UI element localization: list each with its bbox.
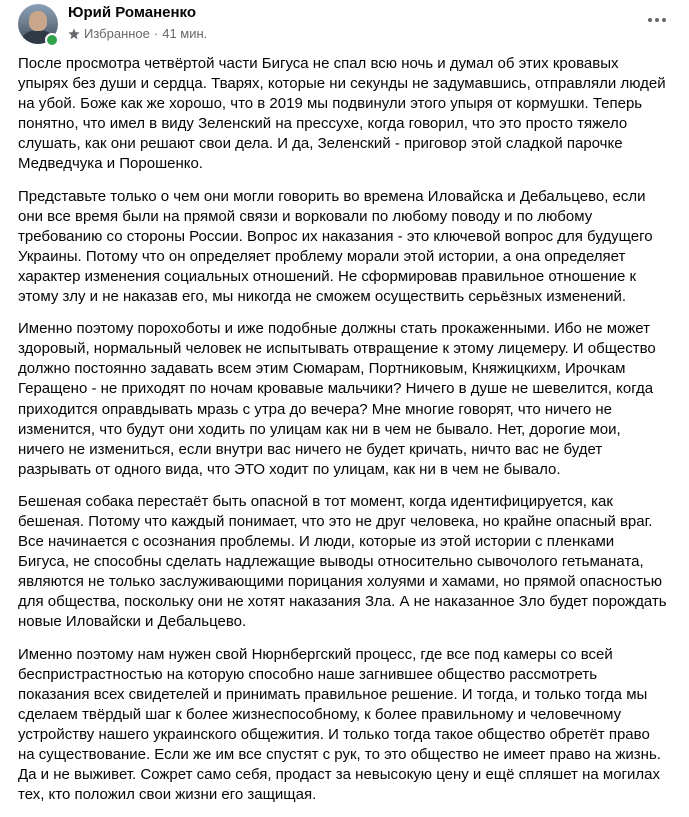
post-paragraph: Бешеная собака перестаёт быть опасной в тот момент, когда идентифицируется, как бешеная. Потому что каждый понимает, что это не друг человека, но крайне опасный враг. Все начинается с осознания проблемы. И люди, которые из этой истории с пленками Бигуса, не способны сделать надлежащие выводы относительно сывочолого гетьманата, являются не только заслуживающими порицания холуями и хамами, но прямой опасностью для общества, поскольку они не хотят наказания Зла. А не наказанное Зло будет порождать новые Иловайски и Дебальцево. <box>18 492 667 631</box>
meta-separator: · <box>153 26 159 41</box>
post-paragraph: Именно поэтому нам нужен свой Нюрнбергский процесс, где все под камеры со всей беспристрастностью на которую способно наше загнившее общество рассмотреть показания всех свидетелей и принимать правильное решение. И тогда, и только тогда мы сделаем твёрдый шаг к более жизнеспособному, к более правильному и человечному устройству нашего украинского общежития. И только тогда такое общество обретёт право на существование. Если же им все спустят с рук, то это общество не имеет право на жизнь. Да и не выживет. Сожрет само себя, продаст за невысокую цену и ещё спляшет на могилах тех, кто положил свои жизни его защищая. <box>18 645 661 804</box>
post-time[interactable]: 41 мин. <box>162 26 208 41</box>
post-body <box>18 54 668 817</box>
more-options-icon[interactable] <box>639 8 675 32</box>
avatar-face <box>29 11 47 31</box>
post-paragraph: Представьте только о чем они могли говорить во времена Иловайска и Дебальцево, если они все время были на прямой связи и ворковали по любому поводу и по любому требованию со стороны России. Вопрос их наказания - это ключевой вопрос для будущего Украины. Потому что он определяет проблему морали этой истории, а она определяет характер изменения социальных отношений. Не сформировав правильное отношение к этому злу и не наказав его, мы никогда не сможем осуществить серьёзных изменений. <box>18 187 653 306</box>
post-meta <box>68 26 207 41</box>
author-name[interactable]: Юрий Романенко <box>68 4 197 21</box>
post-header <box>0 0 689 56</box>
post-paragraph: После просмотра четвёртой части Бигуса не спал всю ночь и думал об этих кровавых упырях без души и сердца. Тварях, которые ни секунды не задумавшись, отправляли людей на убой. Боже как же хорошо, что в 2019 мы подвинули этого упыря от кормушки. Теперь понятно, что имел в виду Зеленский на прессухе, когда говорил, что это просто тяжело слушать, как они решают свои дела. И да, Зеленский - приговор этой сладкой парочке Медведчука и Порошенко. <box>18 55 666 173</box>
star-icon <box>68 28 80 40</box>
audience-label[interactable]: Избранное <box>84 26 150 41</box>
post-paragraph: Именно поэтому порохоботы и иже подобные должны стать прокаженными. Ибо не может здоровый, нормальный человек не испытывать отвращение к этому лицемеру. И общество должно постоянно задавать всем этим Сюмарам, Портниковым, Княжицкихм, Ирочкам Геращено - не приходят по ночам кровавые мальчики? Ничего в душе не шевелится, когда приходится оправдывать мразь с утра до вечера? Мне многие говорят, что ничего не изменится, что будут они ходить по улицам как ни в чем не бывало. Нет, дорогие мои, ничего не измениться, если внутри вас ничего не будет кричать, ничто вас не будет разрывать от одного вида, что ЭТО ходит по улицам, как ни в чем не бывало. <box>18 320 656 478</box>
online-status-dot <box>45 33 59 47</box>
